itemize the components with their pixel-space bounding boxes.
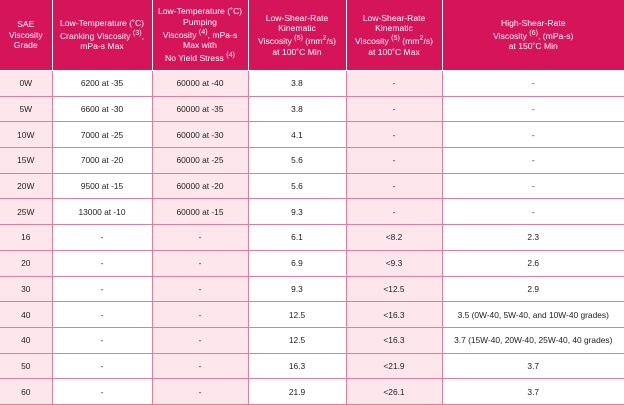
- header-cranking-viscosity: Low-Temperature (˚C) Cranking Viscosity $^{(3)}$, mPa-s Max: [52, 0, 152, 71]
- cell-sae-grade: 16: [0, 225, 52, 251]
- cell-pumping-viscosity: -: [152, 225, 248, 251]
- header-kinematic-max: Low-Shear-Rate Kinematic Viscosity $^{(5)}$ $(mm^2/s)$ at 100˚C Max: [346, 0, 442, 71]
- cell-cranking-viscosity: 9500 at -15: [52, 173, 152, 199]
- cell-cranking-viscosity: -: [52, 250, 152, 276]
- cell-kinematic-min: 6.9: [248, 250, 346, 276]
- cell-sae-grade: 15W: [0, 148, 52, 174]
- cell-kinematic-max: <16.3: [346, 302, 442, 328]
- cell-pumping-viscosity: -: [152, 353, 248, 379]
- cell-kinematic-max: <9.3: [346, 250, 442, 276]
- table-row: [0, 122, 624, 148]
- cell-pumping-viscosity: -: [152, 379, 248, 405]
- cell-kinematic-min: 4.1: [248, 122, 346, 148]
- cell-cranking-viscosity: -: [52, 276, 152, 302]
- cell-kinematic-max: -: [346, 173, 442, 199]
- cell-kinematic-min: 3.8: [248, 96, 346, 122]
- cell-kinematic-max: -: [346, 96, 442, 122]
- cell-kinematic-max: <21.9: [346, 353, 442, 379]
- cell-sae-grade: 30: [0, 276, 52, 302]
- cell-cranking-viscosity: 6600 at -30: [52, 96, 152, 122]
- cell-kinematic-max: <26.1: [346, 379, 442, 405]
- cell-cranking-viscosity: 7000 at -25: [52, 122, 152, 148]
- cell-high-shear: -: [442, 122, 624, 148]
- cell-kinematic-max: <16.3: [346, 327, 442, 353]
- header-pumping-viscosity: Low-Temperature (˚C) Pumping Viscosity $^{(4)}$, mPa-s Max with No Yield Stress $^{(4)}$: [152, 0, 248, 71]
- cell-kinematic-min: 12.5: [248, 302, 346, 328]
- cell-cranking-viscosity: -: [52, 353, 152, 379]
- table-row: [0, 302, 624, 328]
- cell-kinematic-min: 16.3: [248, 353, 346, 379]
- table-row: [0, 173, 624, 199]
- table-row: [0, 148, 624, 174]
- cell-sae-grade: 25W: [0, 199, 52, 225]
- table-row: [0, 250, 624, 276]
- cell-high-shear: -: [442, 71, 624, 97]
- cell-kinematic-max: -: [346, 199, 442, 225]
- cell-high-shear: 3.7 (15W-40, 20W-40, 25W-40, 40 grades): [442, 327, 624, 353]
- table-row: [0, 379, 624, 405]
- cell-kinematic-min: 9.3: [248, 199, 346, 225]
- cell-sae-grade: 50: [0, 353, 52, 379]
- cell-high-shear: 3.5 (0W-40, 5W-40, and 10W-40 grades): [442, 302, 624, 328]
- table-row: [0, 327, 624, 353]
- cell-sae-grade: 10W: [0, 122, 52, 148]
- table-row: [0, 353, 624, 379]
- cell-kinematic-max: <12.5: [346, 276, 442, 302]
- cell-high-shear: 2.6: [442, 250, 624, 276]
- cell-kinematic-min: 5.6: [248, 148, 346, 174]
- cell-high-shear: -: [442, 96, 624, 122]
- cell-sae-grade: 40: [0, 302, 52, 328]
- cell-pumping-viscosity: 60000 at -15: [152, 199, 248, 225]
- cell-sae-grade: 60: [0, 379, 52, 405]
- cell-kinematic-max: -: [346, 71, 442, 97]
- cell-cranking-viscosity: -: [52, 327, 152, 353]
- header-sae-grade: SAE Viscosity Grade: [0, 0, 52, 71]
- cell-kinematic-min: 6.1: [248, 225, 346, 251]
- cell-high-shear: 3.7: [442, 353, 624, 379]
- cell-cranking-viscosity: -: [52, 302, 152, 328]
- cell-sae-grade: 0W: [0, 71, 52, 97]
- cell-cranking-viscosity: -: [52, 379, 152, 405]
- cell-pumping-viscosity: -: [152, 276, 248, 302]
- table-body: [0, 71, 624, 405]
- cell-pumping-viscosity: -: [152, 327, 248, 353]
- cell-pumping-viscosity: 60000 at -35: [152, 96, 248, 122]
- table-header: [0, 0, 624, 71]
- cell-high-shear: 2.3: [442, 225, 624, 251]
- cell-pumping-viscosity: -: [152, 302, 248, 328]
- cell-pumping-viscosity: 60000 at -30: [152, 122, 248, 148]
- cell-kinematic-min: 12.5: [248, 327, 346, 353]
- cell-kinematic-min: 21.9: [248, 379, 346, 405]
- header-high-shear: High-Shear-Rate Viscosity $^{(6)}$, (mPa-s) at 150˚C Min: [442, 0, 624, 71]
- cell-pumping-viscosity: 60000 at -20: [152, 173, 248, 199]
- cell-cranking-viscosity: 13000 at -10: [52, 199, 152, 225]
- cell-cranking-viscosity: 6200 at -35: [52, 71, 152, 97]
- header-row: [0, 0, 624, 71]
- cell-high-shear: 2.9: [442, 276, 624, 302]
- cell-kinematic-min: 5.6: [248, 173, 346, 199]
- cell-high-shear: -: [442, 148, 624, 174]
- cell-sae-grade: 20: [0, 250, 52, 276]
- table-row: [0, 225, 624, 251]
- cell-sae-grade: 40: [0, 327, 52, 353]
- cell-high-shear: -: [442, 199, 624, 225]
- cell-kinematic-max: -: [346, 148, 442, 174]
- cell-kinematic-max: -: [346, 122, 442, 148]
- cell-sae-grade: 20W: [0, 173, 52, 199]
- table-row: [0, 96, 624, 122]
- header-kinematic-min: Low-Shear-Rate Kinematic Viscosity $^{(5)}$ $(mm^2/s)$ at 100˚C Min: [248, 0, 346, 71]
- table-row: [0, 71, 624, 97]
- cell-high-shear: 3.7: [442, 379, 624, 405]
- cell-sae-grade: 5W: [0, 96, 52, 122]
- cell-kinematic-max: <8.2: [346, 225, 442, 251]
- cell-pumping-viscosity: 60000 at -25: [152, 148, 248, 174]
- cell-pumping-viscosity: 60000 at -40: [152, 71, 248, 97]
- table-row: [0, 276, 624, 302]
- cell-cranking-viscosity: 7000 at -20: [52, 148, 152, 174]
- cell-cranking-viscosity: -: [52, 225, 152, 251]
- table-row: [0, 199, 624, 225]
- cell-kinematic-min: 9.3: [248, 276, 346, 302]
- cell-high-shear: -: [442, 173, 624, 199]
- cell-kinematic-min: 3.8: [248, 71, 346, 97]
- cell-pumping-viscosity: -: [152, 250, 248, 276]
